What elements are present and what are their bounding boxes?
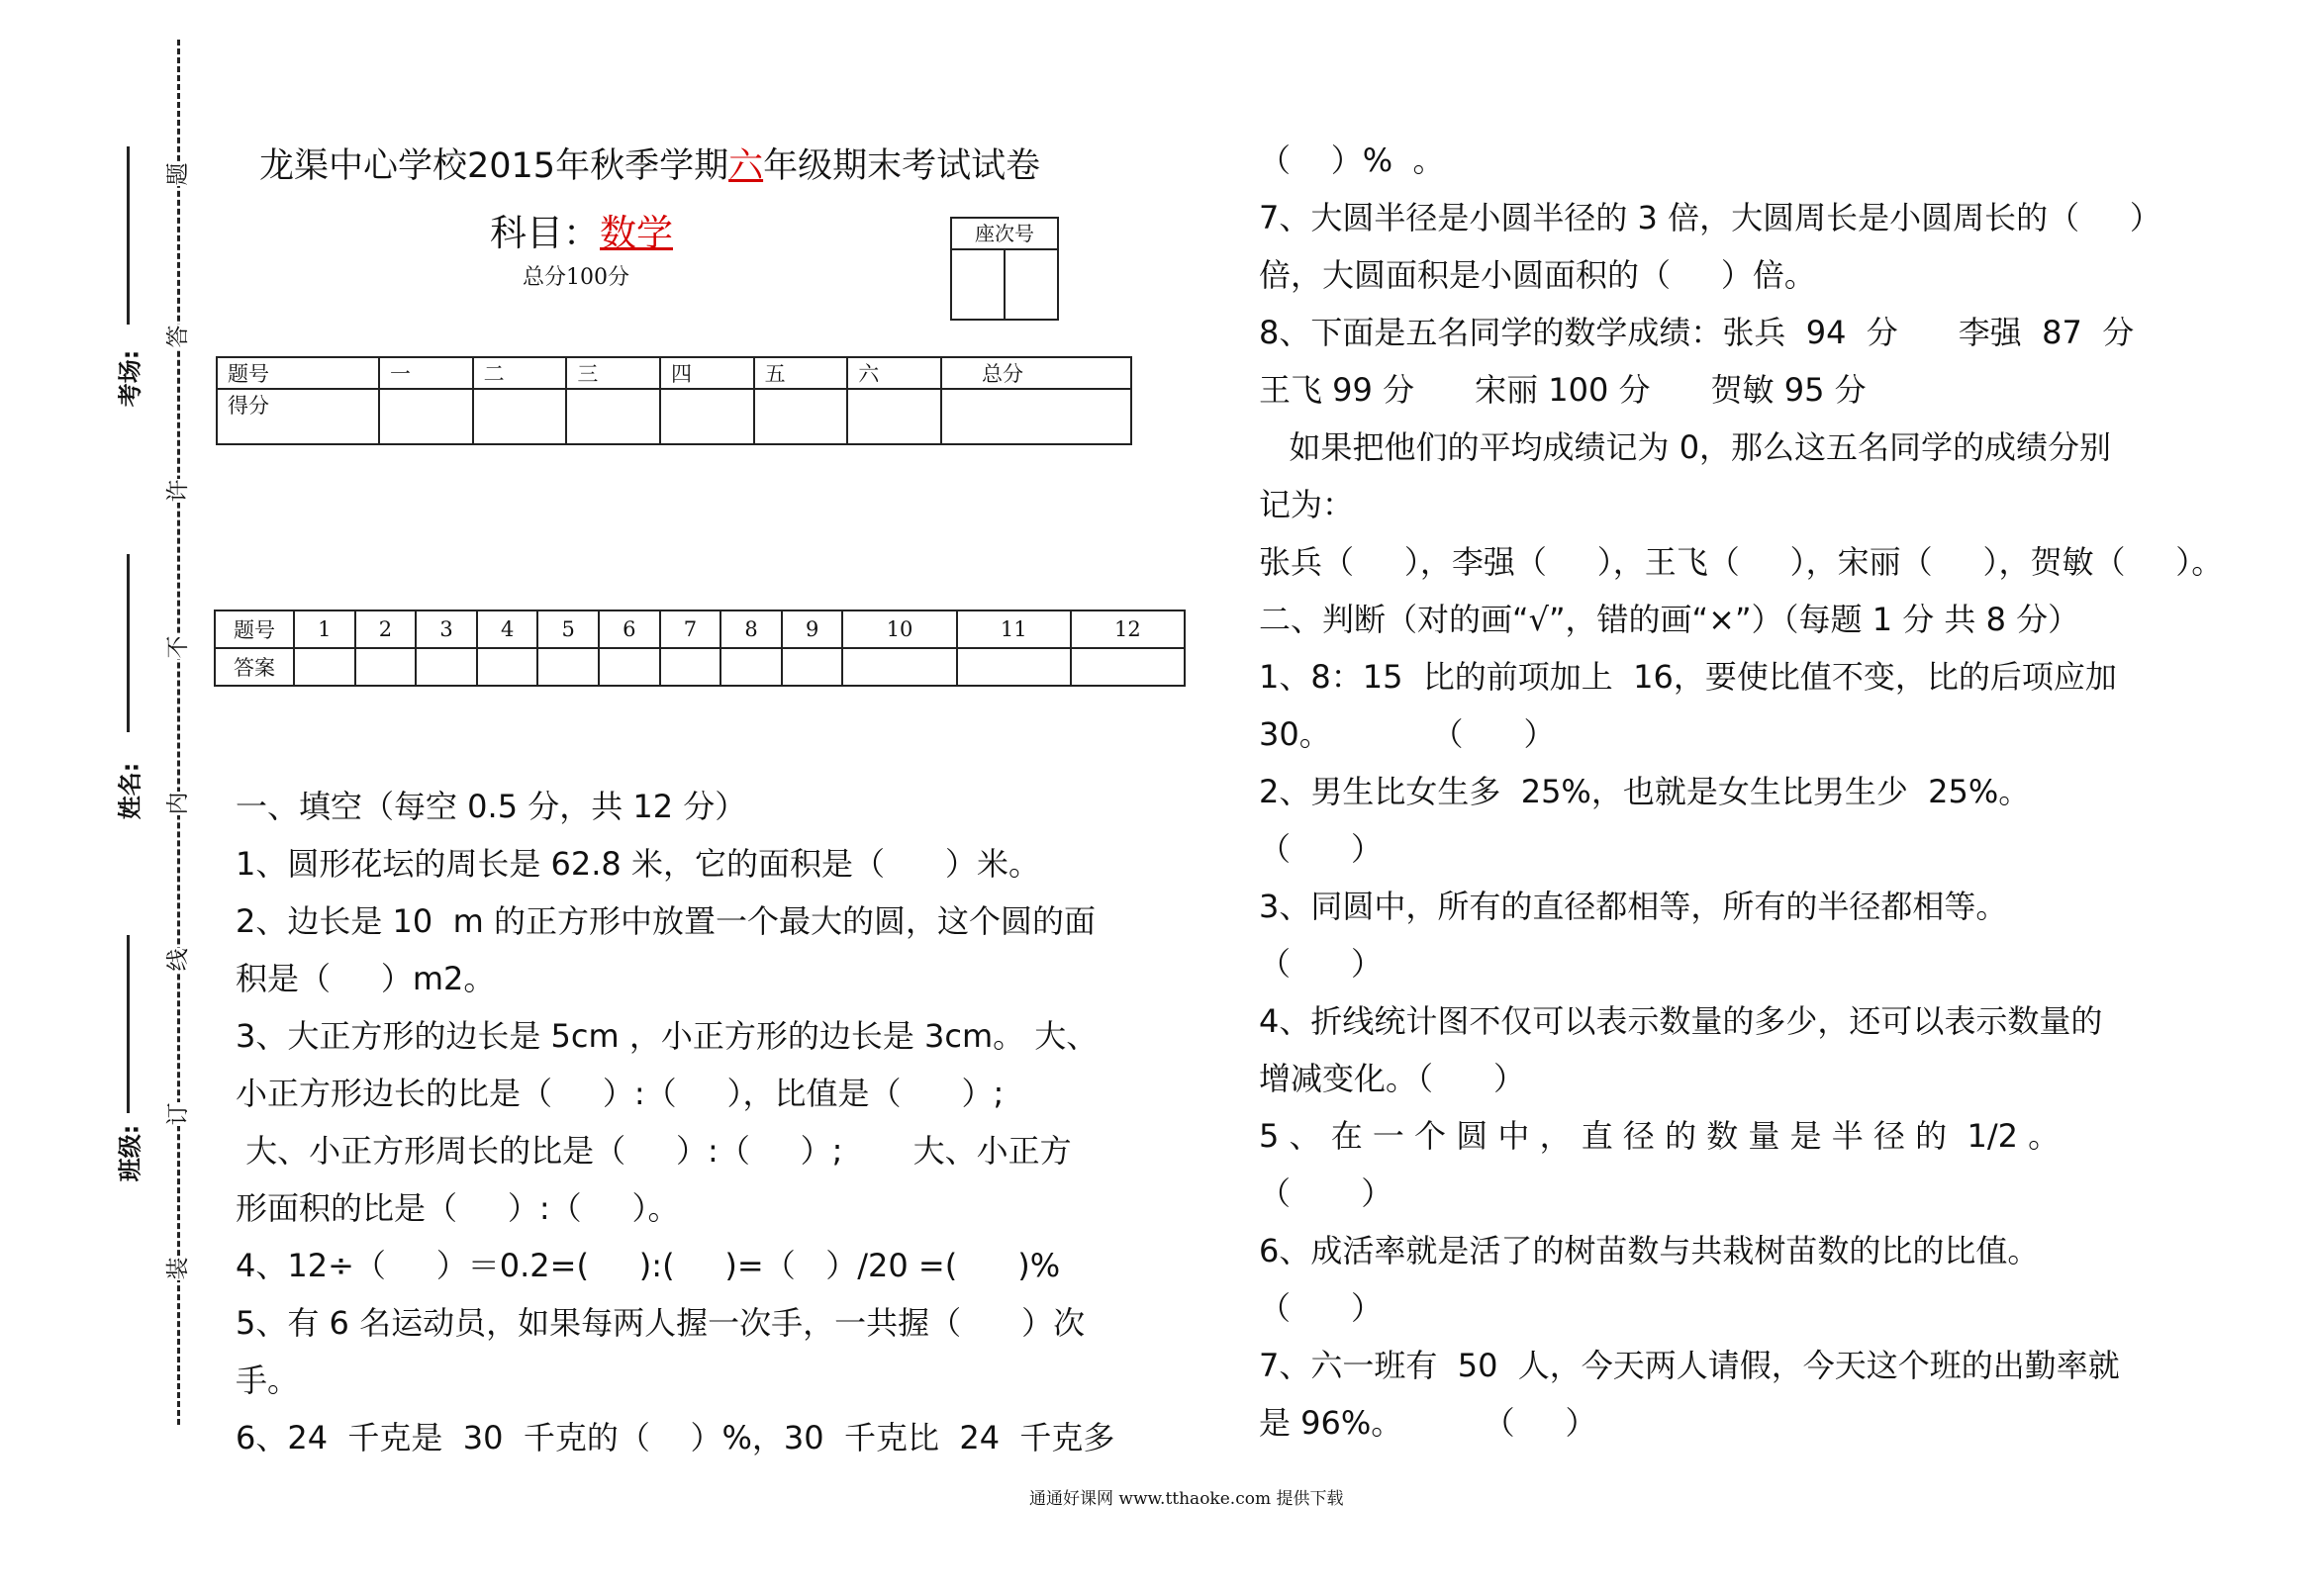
answer-cell[interactable]: [416, 648, 477, 686]
question-line: 7、六一班有 50 人，今天两人请假，今天这个班的出勤率就: [1259, 1347, 2120, 1384]
question-line: （ ）% 。: [1259, 141, 1445, 179]
seal-char-nei: 内: [165, 792, 191, 815]
total-score: 总分100分: [523, 265, 629, 290]
answer-cell[interactable]: [842, 648, 956, 686]
seal-char-ti: 题: [165, 162, 191, 186]
answer-number: 6: [599, 610, 660, 648]
seat-cell[interactable]: [952, 250, 1006, 319]
score-cell[interactable]: [660, 389, 754, 444]
question-line: 大、小正方形周长的比是（ ）:（ ）; 大、小正方: [236, 1132, 1072, 1170]
exam-room-blank-line: [127, 146, 130, 325]
seal-char-xian: 线: [165, 948, 191, 972]
answer-cell[interactable]: [660, 648, 721, 686]
answer-row-label: 答案: [215, 648, 294, 686]
score-header-cell: 总分: [941, 357, 1131, 389]
question-line: 1、圆形花坛的周长是 62.8 米，它的面积是（ ）米。: [236, 845, 1040, 883]
title-grade: 六: [728, 146, 764, 186]
question-line: （ ）: [1259, 1289, 1384, 1327]
question-line: 1、8：15 比的前项加上 16，要使比值不变，比的后项应加: [1259, 658, 2117, 696]
answer-cell[interactable]: [294, 648, 355, 686]
answer-number: 5: [537, 610, 599, 648]
question-line: （ ）: [1259, 1174, 1393, 1212]
answer-cell[interactable]: [599, 648, 660, 686]
score-header-cell: 二: [473, 357, 567, 389]
answer-number: 1: [294, 610, 355, 648]
question-line: 8、下面是五名同学的数学成绩：张兵 94 分 李强 87 分: [1259, 314, 2135, 351]
score-header-cell: 五: [754, 357, 848, 389]
question-line: 4、折线统计图不仅可以表示数量的多少，还可以表示数量的: [1259, 1002, 2103, 1040]
question-line: 积是（ ）m2。: [236, 960, 496, 997]
answer-cell[interactable]: [782, 648, 843, 686]
binding-dashed-line: [177, 40, 180, 1425]
subject-line: [490, 203, 673, 256]
question-line: 王飞 99 分 宋丽 100 分 贺敏 95 分: [1259, 371, 1867, 409]
answer-number: 8: [720, 610, 782, 648]
score-cell[interactable]: [754, 389, 848, 444]
answer-cell[interactable]: [537, 648, 599, 686]
name-blank-line: [127, 554, 130, 732]
seat-number-box: [950, 217, 1059, 321]
score-cell[interactable]: [379, 389, 473, 444]
class-blank-line: [127, 935, 130, 1113]
question-line: 倍，大圆面积是小圆面积的（ ）倍。: [1259, 256, 1816, 294]
question-line: 5、有 6 名运动员，如果每两人握一次手，一共握（ ）次: [236, 1304, 1086, 1342]
answer-cell[interactable]: [355, 648, 417, 686]
title-prefix: 龙渠中心学校2015年秋季学期: [259, 146, 729, 186]
answer-number: 11: [957, 610, 1071, 648]
answer-number: 10: [842, 610, 956, 648]
score-row-label: 得分: [217, 389, 379, 444]
question-line: 30。 （ ）: [1259, 715, 1556, 753]
score-table: [216, 356, 1132, 445]
question-line: 小正方形边长的比是（ ）:（ ），比值是（ ）;: [236, 1075, 1005, 1112]
score-header-cell: 三: [566, 357, 660, 389]
question-line: 7、大圆半径是小圆半径的 3 倍，大圆周长是小圆周长的（ ）: [1259, 199, 2161, 236]
score-cell[interactable]: [941, 389, 1131, 444]
question-line: 手。: [236, 1361, 300, 1399]
answer-cell[interactable]: [1071, 648, 1185, 686]
score-cell[interactable]: [473, 389, 567, 444]
answer-table: [214, 610, 1186, 687]
question-line: （ ）: [1259, 830, 1384, 868]
answer-header-label: 题号: [215, 610, 294, 648]
answer-number: 2: [355, 610, 417, 648]
exam-room-label: 考场:: [116, 349, 144, 408]
score-cell[interactable]: [566, 389, 660, 444]
seal-char-ding: 订: [165, 1102, 191, 1126]
question-line: 记为：: [1259, 486, 1355, 523]
answer-number: 12: [1071, 610, 1185, 648]
score-header-cell: 题号: [217, 357, 379, 389]
seal-char-zhuang: 装: [165, 1257, 191, 1280]
answer-cell[interactable]: [720, 648, 782, 686]
question-line: 形面积的比是（ ）:（ ）。: [236, 1189, 680, 1227]
question-line: 是 96%。 （ ）: [1259, 1404, 1597, 1442]
answer-number: 7: [660, 610, 721, 648]
seal-char-bu: 不: [165, 635, 191, 659]
name-label: 姓名:: [116, 762, 144, 820]
question-line: 2、男生比女生多 25%，也就是女生比男生少 25%。: [1259, 773, 2031, 810]
question-line: （ ）: [1259, 945, 1384, 983]
subject-label: 科目：: [490, 212, 600, 254]
answer-number: 4: [477, 610, 538, 648]
seat-cell[interactable]: [1006, 250, 1057, 319]
seal-char-da: 答: [165, 325, 191, 348]
question-line: 张兵（ ），李强（ ），王飞（ ），宋丽（ ），贺敏（ ）。: [1259, 543, 2224, 581]
seal-char-xu: 许: [165, 479, 191, 503]
score-header-cell: 一: [379, 357, 473, 389]
answer-cell[interactable]: [477, 648, 538, 686]
answer-number: 3: [416, 610, 477, 648]
score-cell[interactable]: [847, 389, 941, 444]
class-label: 班级:: [116, 1124, 144, 1182]
score-header-cell: 四: [660, 357, 754, 389]
section-judgment-heading: 二、判断（对的画“√”，错的画“×”）（每题 1 分 共 8 分）: [1259, 601, 2080, 638]
seat-number-label: 座次号: [952, 219, 1057, 250]
question-line: 增减变化。（ ）: [1259, 1060, 1526, 1097]
question-line: 6、24 千克是 30 千克的（ ）%，30 千克比 24 千克多: [236, 1419, 1115, 1456]
question-line: 如果把他们的平均成绩记为 0，那么这五名同学的成绩分别: [1259, 428, 2112, 466]
section-fill-blank-heading: 一、填空（每空 0.5 分，共 12 分）: [236, 788, 747, 825]
question-line: 4、12÷（ ）＝0.2=( ):( )=（ ）/20 =( )%: [236, 1247, 1061, 1284]
question-line: 2、边长是 10 m 的正方形中放置一个最大的圆，这个圆的面: [236, 902, 1096, 940]
answer-cell[interactable]: [957, 648, 1071, 686]
answer-number: 9: [782, 610, 843, 648]
footer-source: 通通好课网 www.tthaoke.com 提供下载: [1029, 1489, 1344, 1509]
subject-value: 数学: [600, 212, 673, 254]
score-header-cell: 六: [847, 357, 941, 389]
question-line: 3、大正方形的边长是 5cm ，小正方形的边长是 3cm。 大、: [236, 1017, 1099, 1055]
exam-title: [259, 139, 1110, 188]
question-line: 3、同圆中，所有的直径都相等，所有的半径都相等。: [1259, 888, 2008, 925]
title-suffix: 年级期末考试试卷: [763, 146, 1041, 186]
question-line: 5 、 在 一 个 圆 中 ， 直 径 的 数 量 是 半 径 的 1/2 。: [1259, 1117, 2061, 1155]
question-line: 6、成活率就是活了的树苗数与共栽树苗数的比的比值。: [1259, 1232, 2040, 1269]
